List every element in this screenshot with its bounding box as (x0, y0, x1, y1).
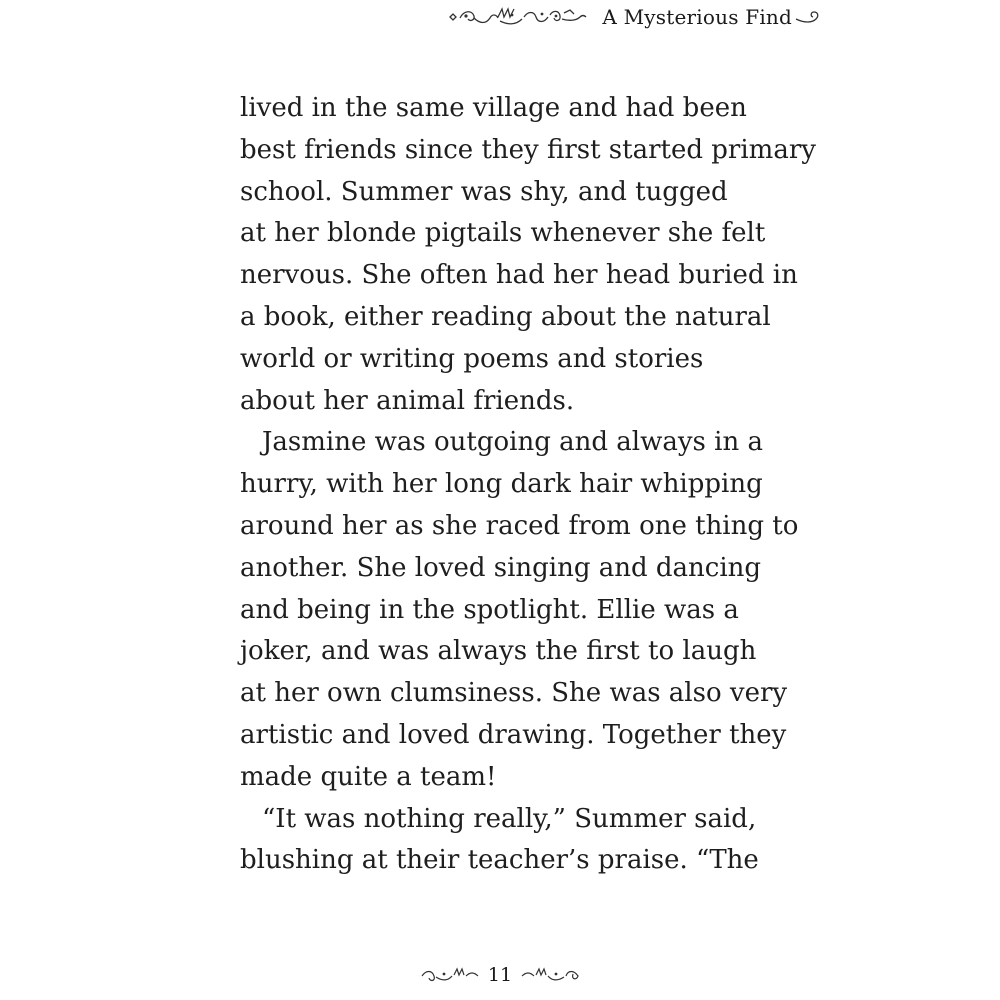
text-line: and being in the spotlight. Ellie was a (240, 594, 739, 625)
text-line: artistic and loved drawing. Together they (240, 719, 787, 750)
text-line: nervous. She often had her head buried in (240, 260, 798, 291)
text-line: joker, and was always the first to laugh (240, 636, 757, 667)
right-flourish-icon (518, 964, 582, 986)
text-line: a book, either reading about the natural (240, 301, 771, 332)
text-line: school. Summer was shy, and tugged (240, 176, 728, 207)
text-line: hurry, with her long dark hair whipping (240, 469, 763, 500)
paragraph-start-line: Jasmine was outgoing and always in a (262, 427, 763, 458)
running-title: A Mysterious Find (602, 5, 792, 29)
flourish-ornament-icon (446, 5, 594, 29)
text-line: another. She loved singing and dancing (240, 552, 762, 583)
swirl-ornament-icon (794, 7, 824, 27)
page-number: 11 (487, 964, 513, 986)
text-line: made quite a team! (240, 761, 497, 792)
page-body-text (240, 88, 816, 882)
text-line: best friends since they first started primary (240, 134, 816, 165)
page-footer (0, 960, 1000, 990)
text-line: world or writing poems and stories (240, 343, 704, 374)
text-line: blushing at their teacher’s praise. “The (240, 845, 759, 876)
text-line: about her animal friends. (240, 385, 575, 416)
left-flourish-icon (418, 964, 482, 986)
text-line: at her own clumsiness. She was also very (240, 678, 788, 709)
text-line: lived in the same village and had been (240, 93, 747, 123)
running-header (446, 4, 824, 30)
text-line: around her as she raced from one thing to (240, 510, 799, 541)
paragraph-start-line: “It was nothing really,” Summer said, (262, 803, 757, 834)
text-line: at her blonde pigtails whenever she felt (240, 218, 766, 249)
